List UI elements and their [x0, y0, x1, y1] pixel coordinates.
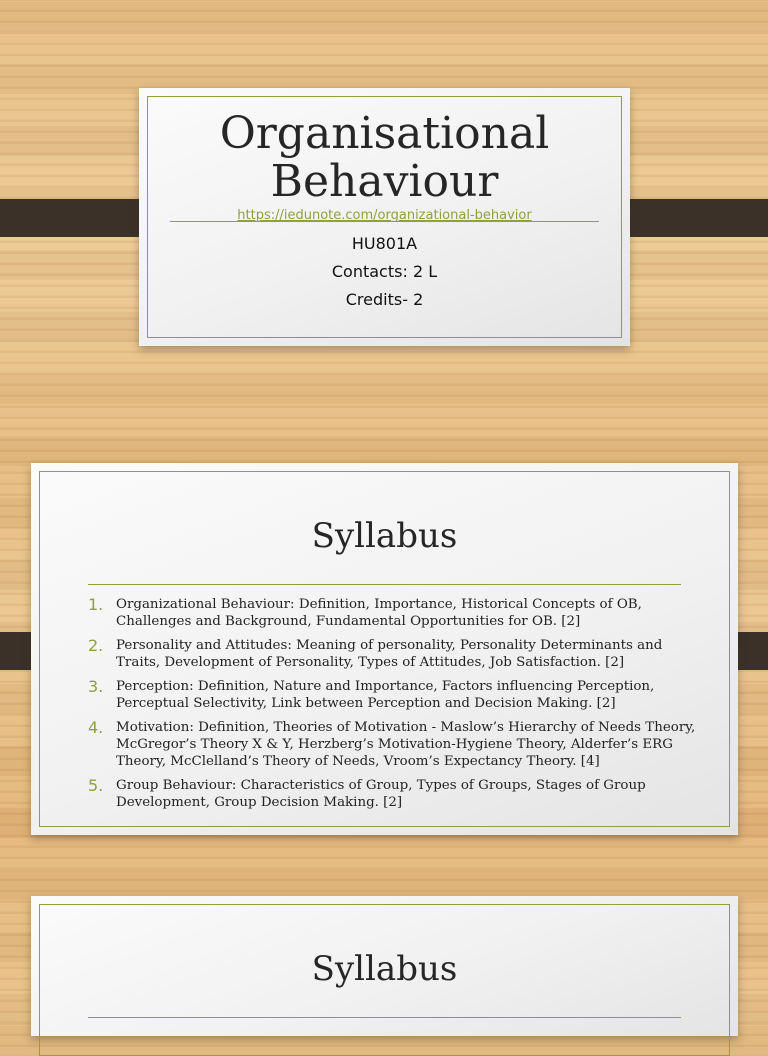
list-text: Organizational Behaviour: Definition, Importance, Historical Concepts of OB, Challenges and Background, Fundamental Opportunities for OB. [2] [116, 597, 642, 629]
course-credits: Credits- 2 [345, 290, 424, 309]
list-text: Motivation: Definition, Theories of Motivation - Maslow’s Hierarchy of Needs Theory, McGregor’s Theory X & Y, Herzberg’s Motivation-Hygiene Theory, Alderfer’s ERG Theory, McClelland’s Theory of Needs, Vroom’s Expectancy Theory. [4] [116, 720, 696, 769]
source-link[interactable]: https://iedunote.com/organizational-behavior [237, 208, 532, 223]
list-text: Perception: Definition, Nature and Importance, Factors influencing Perception, Perceptual Selectivity, Link between Perception and Decision Making. [2] [116, 679, 655, 711]
list-text: Group Behaviour: Characteristics of Group, Types of Groups, Stages of Group Development, Group Decision Making. [2] [116, 778, 646, 810]
list-item [88, 719, 708, 770]
list-text: Personality and Attitudes: Meaning of personality, Personality Determinants and Traits, Development of Personality, Types of Attitudes, Job Satisfaction. [2] [116, 638, 663, 670]
syllabus-title: Syllabus [311, 516, 458, 556]
syllabus-divider [88, 1017, 681, 1018]
course-contacts: Contacts: 2 L [331, 262, 438, 281]
slide-title [139, 110, 630, 206]
list-number: 2. [88, 636, 104, 655]
list-item [88, 777, 708, 811]
syllabus-list [88, 596, 708, 818]
syllabus-divider [88, 584, 681, 585]
list-number: 4. [88, 718, 104, 737]
decor-band-left-1 [0, 199, 156, 237]
title-line-2: Behaviour [270, 156, 499, 207]
syllabus-slide[interactable] [31, 463, 738, 835]
title-slide[interactable] [139, 88, 630, 346]
list-item [88, 596, 708, 630]
title-line-1: Organisational [219, 108, 550, 159]
syllabus-slide-continued[interactable] [31, 896, 738, 1036]
decor-band-right-1 [612, 199, 768, 237]
syllabus-title: Syllabus [311, 949, 458, 989]
course-code: HU801A [351, 234, 418, 253]
list-number: 5. [88, 776, 104, 795]
list-number: 3. [88, 677, 104, 696]
list-item [88, 637, 708, 671]
list-number: 1. [88, 595, 104, 614]
list-item [88, 678, 708, 712]
